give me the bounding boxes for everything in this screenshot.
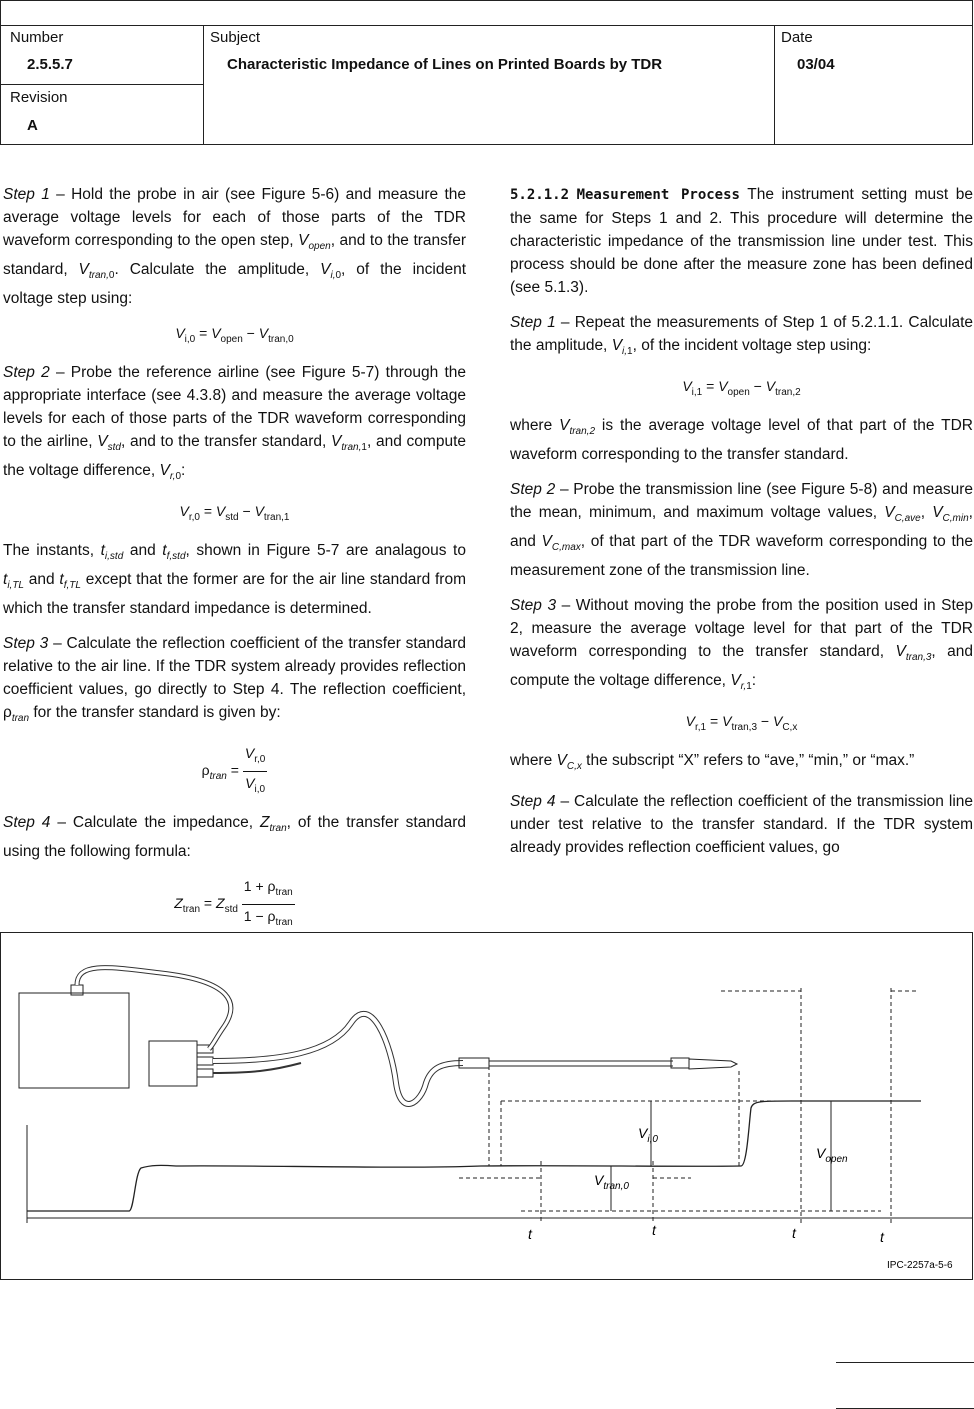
cable [213, 1063, 301, 1073]
header-divider [203, 25, 204, 144]
connector [197, 1069, 213, 1077]
equation-vi1: $V_{i,1} = V_{open} - V_{tran,2}$ [682, 378, 801, 398]
step-label: Step 4 [510, 793, 556, 811]
step-label: Step 1 [510, 314, 556, 331]
paragraph-text: – Calculate the impedance, [50, 813, 260, 831]
paragraph-text: and [23, 571, 60, 589]
paragraph: Step 3 – Without moving the probe from the position used in Step 2, measure the average voltage level for that part of the TDR waveform corresponding to the transfer standard, $V_{tran,3}$, and compute the voltage difference, $V_{r,1}$: [510, 597, 973, 693]
revision-label: Revision [10, 89, 68, 106]
cable [77, 968, 231, 1049]
label-vi0: $V_{i,0}$ [638, 1125, 658, 1145]
paragraph-text: is the average voltage level of that part of the TDR waveform corresponding to the transfer standard. [510, 416, 973, 463]
header-divider [1, 25, 972, 26]
right-column [510, 183, 973, 871]
paragraph-text: , and compute the voltage difference, [510, 643, 973, 690]
section-title: Measurement Process [576, 187, 740, 203]
paragraph-text: – Hold the probe in air (see Figure 5-6) and measure the average voltage levels for each of those parts of the TDR waveform corresponding to the open step, [3, 186, 466, 249]
paragraph: where $V_{C,x}$ the subscript “X” refers to “ave,” “min,” or “max.” [510, 752, 915, 773]
paragraph [510, 790, 973, 859]
sampling-head-box [149, 1041, 197, 1086]
header-divider [1, 84, 203, 85]
number-label: Number [10, 29, 64, 46]
equation-vr0: $V_{r,0} = V_{std} - V_{tran,1}$ [179, 503, 290, 523]
header-table [0, 0, 973, 145]
paragraph-text: , of the incident voltage step using: [632, 337, 872, 354]
t-label: t [652, 1222, 656, 1238]
paragraph: Step 1 – Repeat the measurements of Step 1 of 5.2.1.1. Calculate the amplitude, $V_{i,1}$, of the incident voltage step using: [510, 314, 973, 358]
equation-z-tran: $Z_{tran} = Z_{std}$ $\frac{1 + \rho_{tran}}{1 - \rho_{tran}}$ [3, 875, 466, 934]
date-value: 03/04 [797, 56, 835, 73]
step-label: Step 2 [3, 363, 50, 381]
paragraph [510, 183, 973, 299]
paragraph-text: , of the incident voltage step using: [3, 261, 467, 308]
paragraph-text: – Probe the transmission line (see Figure 5-8) and measure the mean, minimum, and maximum voltage values, [510, 480, 973, 521]
paragraph-text: : [751, 672, 757, 690]
label-vtran0: $V_{tran,0}$ [594, 1172, 629, 1192]
tdr-waveform [27, 1101, 921, 1211]
paragraph-text: where [510, 416, 560, 434]
header-divider [774, 25, 775, 144]
paragraph-text: where [510, 752, 557, 770]
cable [213, 1014, 463, 1104]
section-number: 5.2.1.2 [510, 187, 570, 203]
step-label: Step 4 [3, 813, 51, 831]
paragraph: Step 2 – Probe the transmission line (see Figure 5-8) and measure the mean, minimum, and maximum voltage values, $V_{C,ave}$, $V_{C,min}$, and $V_{C,max}$, of that part of the TDR waveform corresponding to the measurement zone of the transmission line. [510, 480, 973, 580]
t-label: t [880, 1229, 884, 1245]
subject-value: Characteristic Impedance of Lines on Printed Boards by TDR [227, 56, 663, 73]
paragraph: The instants, $t_{i,std}$ and $t_{f,std}$, shown in Figure 5-7 are analagous to $t_{i,TL}$ and $t_{f,TL}$ except that the former are for the air line standard from which the transfer standard impedance is determined. [3, 541, 466, 618]
paragraph-text: . Calculate the amplitude, [114, 261, 321, 279]
figure-caption: IPC-2257a-5-6 [887, 1260, 953, 1271]
date-label: Date [781, 29, 813, 46]
left-column [3, 183, 466, 944]
paragraph-text: , and to the transfer standard, [3, 232, 467, 279]
paragraph-text: The instrument setting must be the same for Steps 1 and 2. This procedure will determine the characteristic impedance of the transmission line under test. This process should be done after the measure zone has been defined (see 5.1.3). [510, 186, 973, 296]
paragraph-text: – Calculate the reflection coefficient of the transfer standard relative to the air line. If the TDR system already provides reflection coefficient values, go directly to Step 4. The reflection coefficient, ρ [3, 635, 466, 722]
footer-rule [836, 1362, 974, 1363]
t-label: t [528, 1226, 532, 1242]
probe-connector [671, 1058, 689, 1068]
revision-value: A [27, 117, 38, 134]
paragraph-text: except that the former are for the air line standard from which the transfer standard impedance is determined. [3, 571, 466, 618]
probe-tip [689, 1059, 737, 1069]
label-vopen: $V_{open}$ [816, 1145, 848, 1165]
paragraph-text: for the transfer standard is given by: [29, 704, 281, 722]
equation-rho-tran: $\rho_{tran}$ = $\frac{V_{r,0}}{V_{i,0}}$ [3, 742, 466, 801]
paragraph-text: – Without moving the probe from the position used in Step 2, measure the average voltage level for that part of the TDR waveform corresponding to the transfer standard, [510, 597, 973, 661]
paragraph-text: , of the transfer standard using the following formula: [3, 813, 467, 860]
step-label: Step 3 [510, 597, 557, 615]
transfer-standard-connector [459, 1058, 489, 1068]
step-label: Step 3 [3, 635, 49, 653]
paragraph-text: – Probe the reference airline (see Figure 5-7) through the appropriate interface (see 4.3.8) and measure the average voltage levels for each of those parts of the TDR waveform corresponding to the airline, [3, 363, 467, 450]
step-label: Step 1 [3, 186, 50, 203]
paragraph-text: – Calculate the reflection coefficient of the transmission line under test relative to the transfer standard. If the TDR system already provides reflection coefficient values, go [510, 793, 974, 857]
figure-drawing [1, 933, 972, 1279]
equation-vr1: $V_{r,1} = V_{tran,3} - V_{C,x}$ [685, 713, 798, 734]
paragraph: where $V_{tran,2}$ is the average voltage level of that part of the TDR waveform corresponding to the transfer standard. [510, 416, 973, 463]
paragraph: Step 1 – Hold the probe in air (see Figure 5-6) and measure the average voltage levels for each of those parts of the TDR waveform corresponding to the open step, $V_{open}$, and to the transfer standard, $V_{tran,0}$. Calculate the amplitude, $V_{i,0}$, of the incident voltage step using: [3, 186, 467, 308]
number-value: 2.5.5.7 [27, 56, 73, 73]
tdr-instrument-box [19, 993, 129, 1088]
paragraph-text: , of that part of the TDR waveform corresponding to the measurement zone of the transmission line. [510, 533, 973, 580]
paragraph: Step 3 – Calculate the reflection coefficient of the transfer standard relative to the air line. If the TDR system already provides reflection coefficient values, go directly to Step 4. The reflection coefficient, $\rho_{tran}$ for the transfer standard is given by: [3, 635, 466, 725]
paragraph-text: , shown in Figure 5-7 are analagous to [185, 541, 466, 559]
paragraph-text: , and to the transfer standard, [120, 432, 332, 450]
connector [197, 1057, 213, 1065]
figure-tdr-waveform [0, 932, 973, 1280]
subject-label: Subject [210, 29, 261, 46]
t-label: t [792, 1225, 796, 1241]
paragraph-text: : [181, 462, 186, 480]
equation-vi0: $V_{i,0} = V_{open} - V_{tran,0}$ [175, 325, 294, 345]
paragraph-text: the subscript “X” refers to “ave,” “min,” or “max.” [581, 752, 915, 770]
cable [77, 968, 231, 1049]
paragraph-text: , and compute the voltage difference, [3, 432, 466, 480]
paragraph-text: – Repeat the measurements of Step 1 of 5.2.1.1. Calculate the amplitude, [510, 314, 973, 354]
step-label: Step 2 [510, 480, 556, 498]
paragraph: Step 4 – Calculate the impedance, $Z_{tran}$, of the transfer standard using the following formula: [3, 813, 467, 860]
paragraph-text: and [123, 541, 163, 559]
paragraph: Step 2 – Probe the reference airline (see Figure 5-7) through the appropriate interface (see 4.3.8) and measure the average voltage levels for each of those parts of the TDR waveform corresponding to the airline, $V_{std}$, and to the transfer standard, $V_{tran,1}$, and compute the voltage difference, $V_{r,0}$: [3, 363, 467, 483]
paragraph-text: The instants, [3, 541, 101, 559]
